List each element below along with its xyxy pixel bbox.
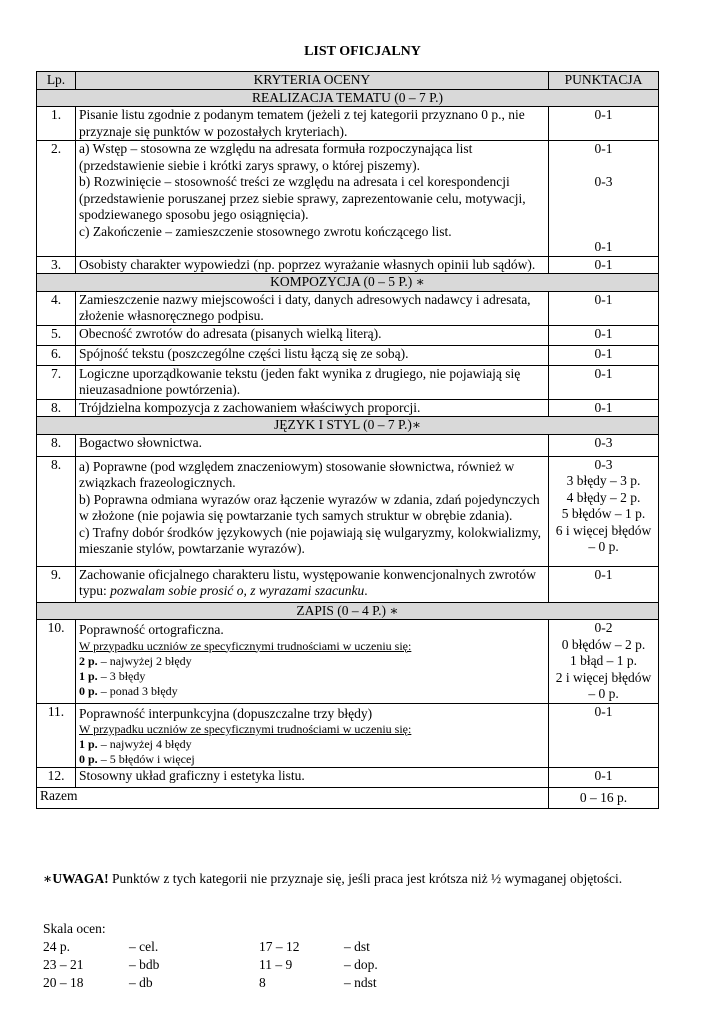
- row-points: 0-1: [549, 256, 659, 274]
- scale-points: 23 – 21: [43, 957, 84, 972]
- table-row: [37, 768, 659, 788]
- table-row: [37, 703, 659, 768]
- row-lp: 8.: [37, 399, 76, 417]
- criterion-part-a: a) Wstęp – stosowna ze względu na adresata formuła rozpoczynająca list (przedstawienie siebie i krótki zarys sprawy, o której piszemy).: [79, 141, 473, 173]
- asterisk-icon: ∗: [43, 871, 53, 886]
- row-points: 0-1: [549, 399, 659, 417]
- section-jezyk-i-styl: JĘZYK I STYL (0 – 7 P.)∗: [37, 417, 659, 435]
- header-criteria: KRYTERIA OCENY: [76, 72, 549, 90]
- page-title: LIST OFICJALNY: [304, 44, 421, 59]
- criterion-note: W przypadku uczniów ze specyficznymi trudnościami w uczeniu się:: [79, 722, 412, 736]
- row-points: 0-1: [549, 325, 659, 345]
- table-row: [37, 620, 659, 704]
- points-c: 0-1: [594, 239, 613, 254]
- scale-grade: – bdb: [129, 957, 160, 972]
- total-label: Razem: [37, 788, 549, 809]
- row-criterion: Bogactwo słownictwa.: [76, 434, 549, 456]
- row-lp: 2.: [37, 141, 76, 257]
- points-line: 2 i więcej błędów: [555, 669, 652, 685]
- table-header-row: [37, 72, 659, 90]
- table-row: [37, 566, 659, 602]
- note: [43, 870, 643, 888]
- points-line: 0-3: [594, 456, 613, 472]
- criterion-text: Poprawność interpunkcyjna (dopuszczalne trzy błędy): [79, 705, 373, 721]
- row-points: 0-1: [549, 365, 659, 399]
- criterion-rule: 1 p. – 3 błędy: [79, 668, 146, 683]
- row-lp: 3.: [37, 256, 76, 274]
- table-row: [37, 325, 659, 345]
- row-points: [549, 620, 659, 704]
- row-lp: 1.: [37, 107, 76, 141]
- row-criterion: Logiczne uporządkowanie tekstu (jeden fakt wynika z drugiego, nie pojawiają się nieuzasadnione powtórzenia).: [76, 365, 549, 399]
- row-lp: 9.: [37, 566, 76, 602]
- criterion-text: Zachowanie oficjalnego charakteru listu, występowanie konwencjonalnych zwrotów typu:: [79, 566, 536, 598]
- table-row: [37, 291, 659, 325]
- section-realizacja: REALIZACJA TEMATU (0 – 7 P.): [37, 89, 659, 107]
- total-row: [37, 788, 659, 809]
- points-line: 0-2: [594, 620, 613, 635]
- row-criterion: Zamieszczenie nazwy miejscowości i daty, danych adresowych nadawcy i adresata, złożenie własnoręcznego podpisu.: [76, 291, 549, 325]
- points-line: 3 błędy – 3 p.: [566, 473, 641, 488]
- table-row: [37, 345, 659, 365]
- row-lp: 8.: [37, 456, 76, 566]
- note-text: Punktów z tych kategorii nie przyznaje się, jeśli praca jest krótsza niż ½ wymaganej objętości.: [108, 871, 623, 886]
- criterion-part-c: c) Trafny dobór środków językowych (nie pojawiają się wulgaryzmy, kolokwializmy, mieszanie stylów, powtarzanie wyrazów).: [79, 524, 542, 556]
- points-line: 6 i więcej błędów: [555, 522, 652, 538]
- row-points: [549, 141, 659, 257]
- scale-grade: – ndst: [344, 975, 377, 990]
- scale-grade: – db: [129, 975, 153, 990]
- criterion-example: pozwalam sobie prosić o, z wyrazami szacunku: [110, 583, 365, 598]
- scale-title: Skala ocen:: [43, 921, 106, 936]
- row-criterion: [76, 566, 549, 602]
- row-lp: 4.: [37, 291, 76, 325]
- scale-points: 20 – 18: [43, 975, 84, 990]
- row-criterion: [76, 620, 549, 704]
- row-points: 0-1: [549, 768, 659, 788]
- points-line: – 0 p.: [588, 539, 619, 554]
- criterion-rule: 0 p. – ponad 3 błędy: [79, 683, 178, 698]
- section-row: [37, 89, 659, 107]
- row-points: 0-1: [549, 703, 659, 768]
- row-points: 0-3: [549, 434, 659, 456]
- criterion-note: W przypadku uczniów ze specyficznymi trudnościami w uczeniu się:: [79, 638, 412, 653]
- table-row: [37, 107, 659, 141]
- row-points: 0-1: [549, 107, 659, 141]
- table-row: [37, 365, 659, 399]
- header-points: PUNKTACJA: [549, 72, 659, 90]
- row-criterion: Spójność tekstu (poszczególne części listu łączą się ze sobą).: [76, 345, 549, 365]
- section-row: [37, 417, 659, 435]
- points-line: 0 błędów – 2 p.: [561, 636, 646, 652]
- row-criterion: Stosowny układ graficzny i estetyka listu.: [76, 768, 549, 788]
- row-lp: 6.: [37, 345, 76, 365]
- criterion-rule: 0 p. – 5 błędów i więcej: [79, 752, 195, 766]
- points-line: 4 błędy – 2 p.: [566, 489, 641, 505]
- points-line: 1 błąd – 1 p.: [569, 653, 638, 668]
- criterion-part-a: a) Poprawne (pod względem znaczeniowym) stosowanie słownictwa, również w związkach frazeologicznych.: [79, 458, 515, 490]
- row-criterion: Pisanie listu zgodnie z podanym tematem (jeżeli z tej kategorii przyznano 0 p., nie przyznaje się punktów w pozostałych kryteriach).: [76, 107, 549, 141]
- criterion-rule: 1 p. – najwyżej 4 błędy: [79, 737, 192, 751]
- row-points: 0-1: [549, 566, 659, 602]
- criterion-part-c: c) Zakończenie – zamieszczenie stosownego zwrotu kończącego list.: [79, 223, 452, 239]
- row-criterion: Trójdzielna kompozycja z zachowaniem właściwych proporcji.: [76, 399, 549, 417]
- criterion-rule: 2 p. – najwyżej 2 błędy: [79, 653, 192, 668]
- table-row: [37, 399, 659, 417]
- scale-grade: – dop.: [344, 957, 378, 972]
- row-lp: 12.: [37, 768, 76, 788]
- section-kompozycja: KOMPOZYCJA (0 – 5 P.) ∗: [37, 274, 659, 292]
- points-line: 5 błędów – 1 p.: [561, 506, 646, 521]
- row-lp: 11.: [37, 703, 76, 768]
- points-line: – 0 p.: [588, 686, 619, 701]
- section-zapis: ZAPIS (0 – 4 P.) ∗: [37, 602, 659, 620]
- scale-grade: – cel.: [129, 939, 159, 954]
- table-row: [37, 434, 659, 456]
- scale-points: 11 – 9: [259, 957, 293, 972]
- row-lp: 7.: [37, 365, 76, 399]
- table-row: [37, 141, 659, 257]
- row-criterion: [76, 703, 549, 768]
- row-points: 0-1: [549, 291, 659, 325]
- table-row: [37, 456, 659, 566]
- scale-grade: – dst: [344, 939, 370, 954]
- row-criterion: Obecność zwrotów do adresata (pisanych wielką literą).: [76, 325, 549, 345]
- scale-points: 24 p.: [43, 939, 70, 954]
- row-points: [549, 456, 659, 566]
- scale-points: 8: [259, 975, 266, 990]
- row-criterion: [76, 456, 549, 566]
- row-criterion: Osobisty charakter wypowiedzi (np. poprzez wyrażanie własnych opinii lub sądów).: [76, 256, 549, 274]
- table-row: [37, 256, 659, 274]
- section-row: [37, 274, 659, 292]
- criterion-part-b: b) Rozwinięcie – stosowność treści ze względu na adresata i cel korespondencji (przedstawienie poruszanej przez siebie sprawy, zaprezentowanie celu, motywacji, spodziewanego sposobu jego osiągnięcia).: [79, 174, 526, 222]
- header-lp: Lp.: [37, 72, 76, 90]
- criterion-text-end: .: [364, 583, 368, 598]
- points-a: 0-1: [594, 141, 613, 156]
- total-points: 0 – 16 p.: [549, 788, 659, 809]
- note-heading: UWAGA!: [52, 871, 109, 886]
- points-b: 0-3: [594, 173, 613, 189]
- row-criterion: [76, 141, 549, 257]
- section-row: [37, 602, 659, 620]
- row-lp: 8.: [37, 434, 76, 456]
- scale-points: 17 – 12: [259, 939, 300, 954]
- row-lp: 5.: [37, 325, 76, 345]
- criteria-table: [36, 71, 659, 809]
- row-lp: 10.: [37, 620, 76, 704]
- criterion-part-b: b) Poprawna odmiana wyrazów oraz łączenie wyrazów w zdania, zdań pojedynczych w złożone (nie pojawia się powtarzanie tych samych struktur w obrębie zdania).: [79, 491, 540, 523]
- row-points: 0-1: [549, 345, 659, 365]
- criterion-text: Poprawność ortograficzna.: [79, 622, 224, 637]
